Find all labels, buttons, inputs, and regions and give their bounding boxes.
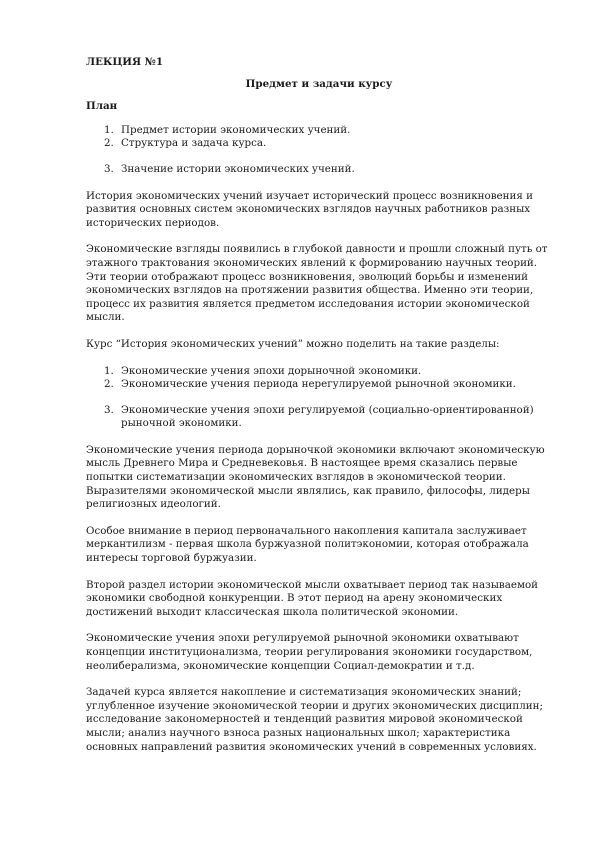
plan-item-number: 2. [104,137,114,150]
paragraph: Особое внимание в период первоначального накопления капитала заслуживает меркантилизм - первая школа буржуазной политэкономии, которая отображала интересы торговой буржуазии. [86,524,529,565]
sections-list [86,365,552,431]
topic-title: Предмет и задачи курсу [245,77,393,90]
section-item-number: 2. [104,378,114,391]
plan-item-text: Значение истории экономических учений. [121,162,355,175]
plan-item-number: 1. [104,123,114,136]
plan-list [86,124,552,177]
document-body [86,56,552,767]
plan-item-text: Структура и задача курса. [121,137,267,150]
section-item-text: Экономические учения периода нерегулируемой рыночной экономики. [121,378,516,391]
paragraph: Экономические взгляды появились в глубокой давности и прошли сложный путь от этажного трактования экономических явлений к формированию научных теорий. Эти теории отображают процесс возникновения, эволюций борьбы и изменений экономических взглядов на протяжении развития общества. Именно эти теории, процесс их развития является предметом исследования истории экономической мысли. [86,243,548,324]
paragraph: История экономических учений изучает исторический процесс возникновения и развития основных систем экономических взглядов научных работников разных исторических периодов. [86,189,533,229]
plan-item [86,124,552,138]
paragraph: Экономические учения эпохи регулируемой рыночной экономики охватывают концепции институционализма, теории регулирования экономики государством, неолиберализма, экономические концепции Социал-демократии и т.д. [86,632,533,672]
plan-item [86,137,552,151]
plan-title: План [86,100,118,113]
section-item-number: 1. [104,364,114,377]
section-item [86,378,552,392]
paragraph: Задачей курса является накопление и систематизация экономических знаний; углубленное изучение экономической теории и других экономических дисциплин; исследование закономерностей и тенденций развития мировой экономической мысли; анализ научного взноса разных национальных школ; характеристика основных направлений развития экономических учений в современных условиях. [86,686,543,753]
lecture-title: ЛЕКЦИЯ №1 [86,56,164,68]
plan-item-number: 3. [104,162,114,175]
paragraph: Второй раздел истории экономической мысли охватывает период так называемой экономики свободной конкуренции. В этот период на арену экономических достижений выходит классическая школа политической экономии. [86,578,539,618]
plan-item [86,163,552,177]
section-item-text: Экономические учения эпохи регулируемой (социально-ориентированной) рыночной экономики. [121,403,534,430]
paragraph: Курс “История экономических учений” можно поделить на такие разделы: [86,337,500,350]
paragraph: Экономические учения периода дорыночкой экономики включают экономическую мысль Древнего Мира и Средневековья. В настоящее время сказались первые попытки систематизации экономических взглядов в экономической теории. Выразителями экономической мысли являлись, как правило, философы, лидеры религиозных идеологий. [86,443,545,511]
section-item-number: 3. [104,403,114,416]
section-item [86,404,552,431]
plan-item-text: Предмет истории экономических учений. [121,123,351,136]
section-item-text: Экономические учения эпохи дорыночной экономики. [121,364,422,377]
section-item [86,365,552,379]
